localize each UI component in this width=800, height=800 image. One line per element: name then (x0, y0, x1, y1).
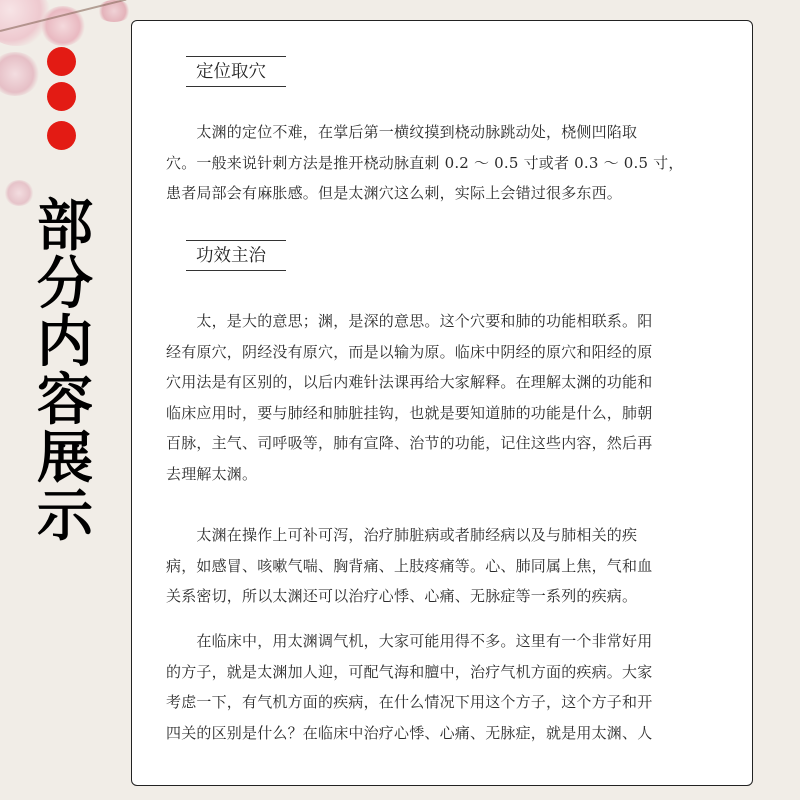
red-dot-icon (47, 121, 76, 150)
text-line: 患者局部会有麻胀感。但是太渊穴这么刺，实际上会错过很多东西。 (166, 184, 623, 202)
red-dot-icon (47, 47, 76, 76)
side-title (30, 194, 100, 549)
text-line: 太渊的定位不难，在掌后第一横纹摸到桡动脉跳动处，桡侧凹陷取 (166, 123, 638, 141)
book-page (131, 20, 753, 786)
section-heading (186, 56, 286, 87)
side-title-char: 部 (37, 194, 93, 259)
text-line: 病，如感冒、咳嗽气喘、胸背痛、上肢疼痛等。心、肺同属上焦，气和血 (166, 556, 653, 575)
text-line: 在临床中，用太渊调气机，大家可能用得不多。这里有一个非常好用 (166, 632, 653, 650)
section-heading (186, 240, 286, 271)
text-line: 的方子，就是太渊加人迎，可配气海和膻中，治疗气机方面的疾病。大家 (166, 662, 653, 681)
red-dot-icon (47, 82, 76, 111)
side-title-char: 容 (37, 368, 93, 433)
section-heading-label: 功效主治 (196, 246, 266, 266)
side-title-char: 示 (37, 484, 93, 549)
text-line: 经有原穴，阴经没有原穴，而是以输为原。临床中阴经的原穴和阳经的原 (166, 342, 653, 361)
text-line: 太，是大的意思；渊，是深的意思。这个穴要和肺的功能相联系。阳 (166, 312, 653, 330)
text-line: 考虑一下，有气机方面的疾病，在什么情况下用这个方子，这个方子和开 (166, 693, 653, 711)
text-line: 关系密切，所以太渊还可以治疗心悸、心痛、无脉症等一系列的疾病。 (166, 587, 638, 605)
section-heading-label: 定位取穴 (196, 62, 266, 82)
text-line: 百脉，主气、司呼吸等，肺有宣降、治节的功能，记住这些内容，然后再 (166, 434, 653, 452)
text-line: 太渊在操作上可补可泻，治疗肺脏病或者肺经病以及与肺相关的疾 (166, 526, 638, 544)
paragraph (166, 306, 726, 489)
side-title-char: 分 (37, 252, 93, 317)
text-line: 穴用法是有区别的，以后内难针法课再给大家解释。在理解太渊的功能和 (166, 373, 653, 391)
blossom-icon (0, 52, 40, 96)
side-title-char: 展 (37, 426, 93, 491)
paragraph (166, 520, 726, 612)
side-title-char: 内 (37, 310, 93, 375)
paragraph (166, 626, 726, 748)
paragraph (166, 117, 726, 209)
text-line: 临床应用时，要与肺经和肺脏挂钩，也就是要知道肺的功能是什么，肺朝 (166, 403, 653, 422)
text-line: 去理解太渊。 (166, 464, 258, 483)
text-line: 四关的区别是什么？在临床中治疗心悸、心痛、无脉症，就是用太渊、人 (166, 723, 653, 742)
text-line: 穴。一般来说针刺方法是推开桡动脉直刺 0.2 ～ 0.5 寸或者 0.3 ～ 0.5 寸， (166, 153, 684, 172)
